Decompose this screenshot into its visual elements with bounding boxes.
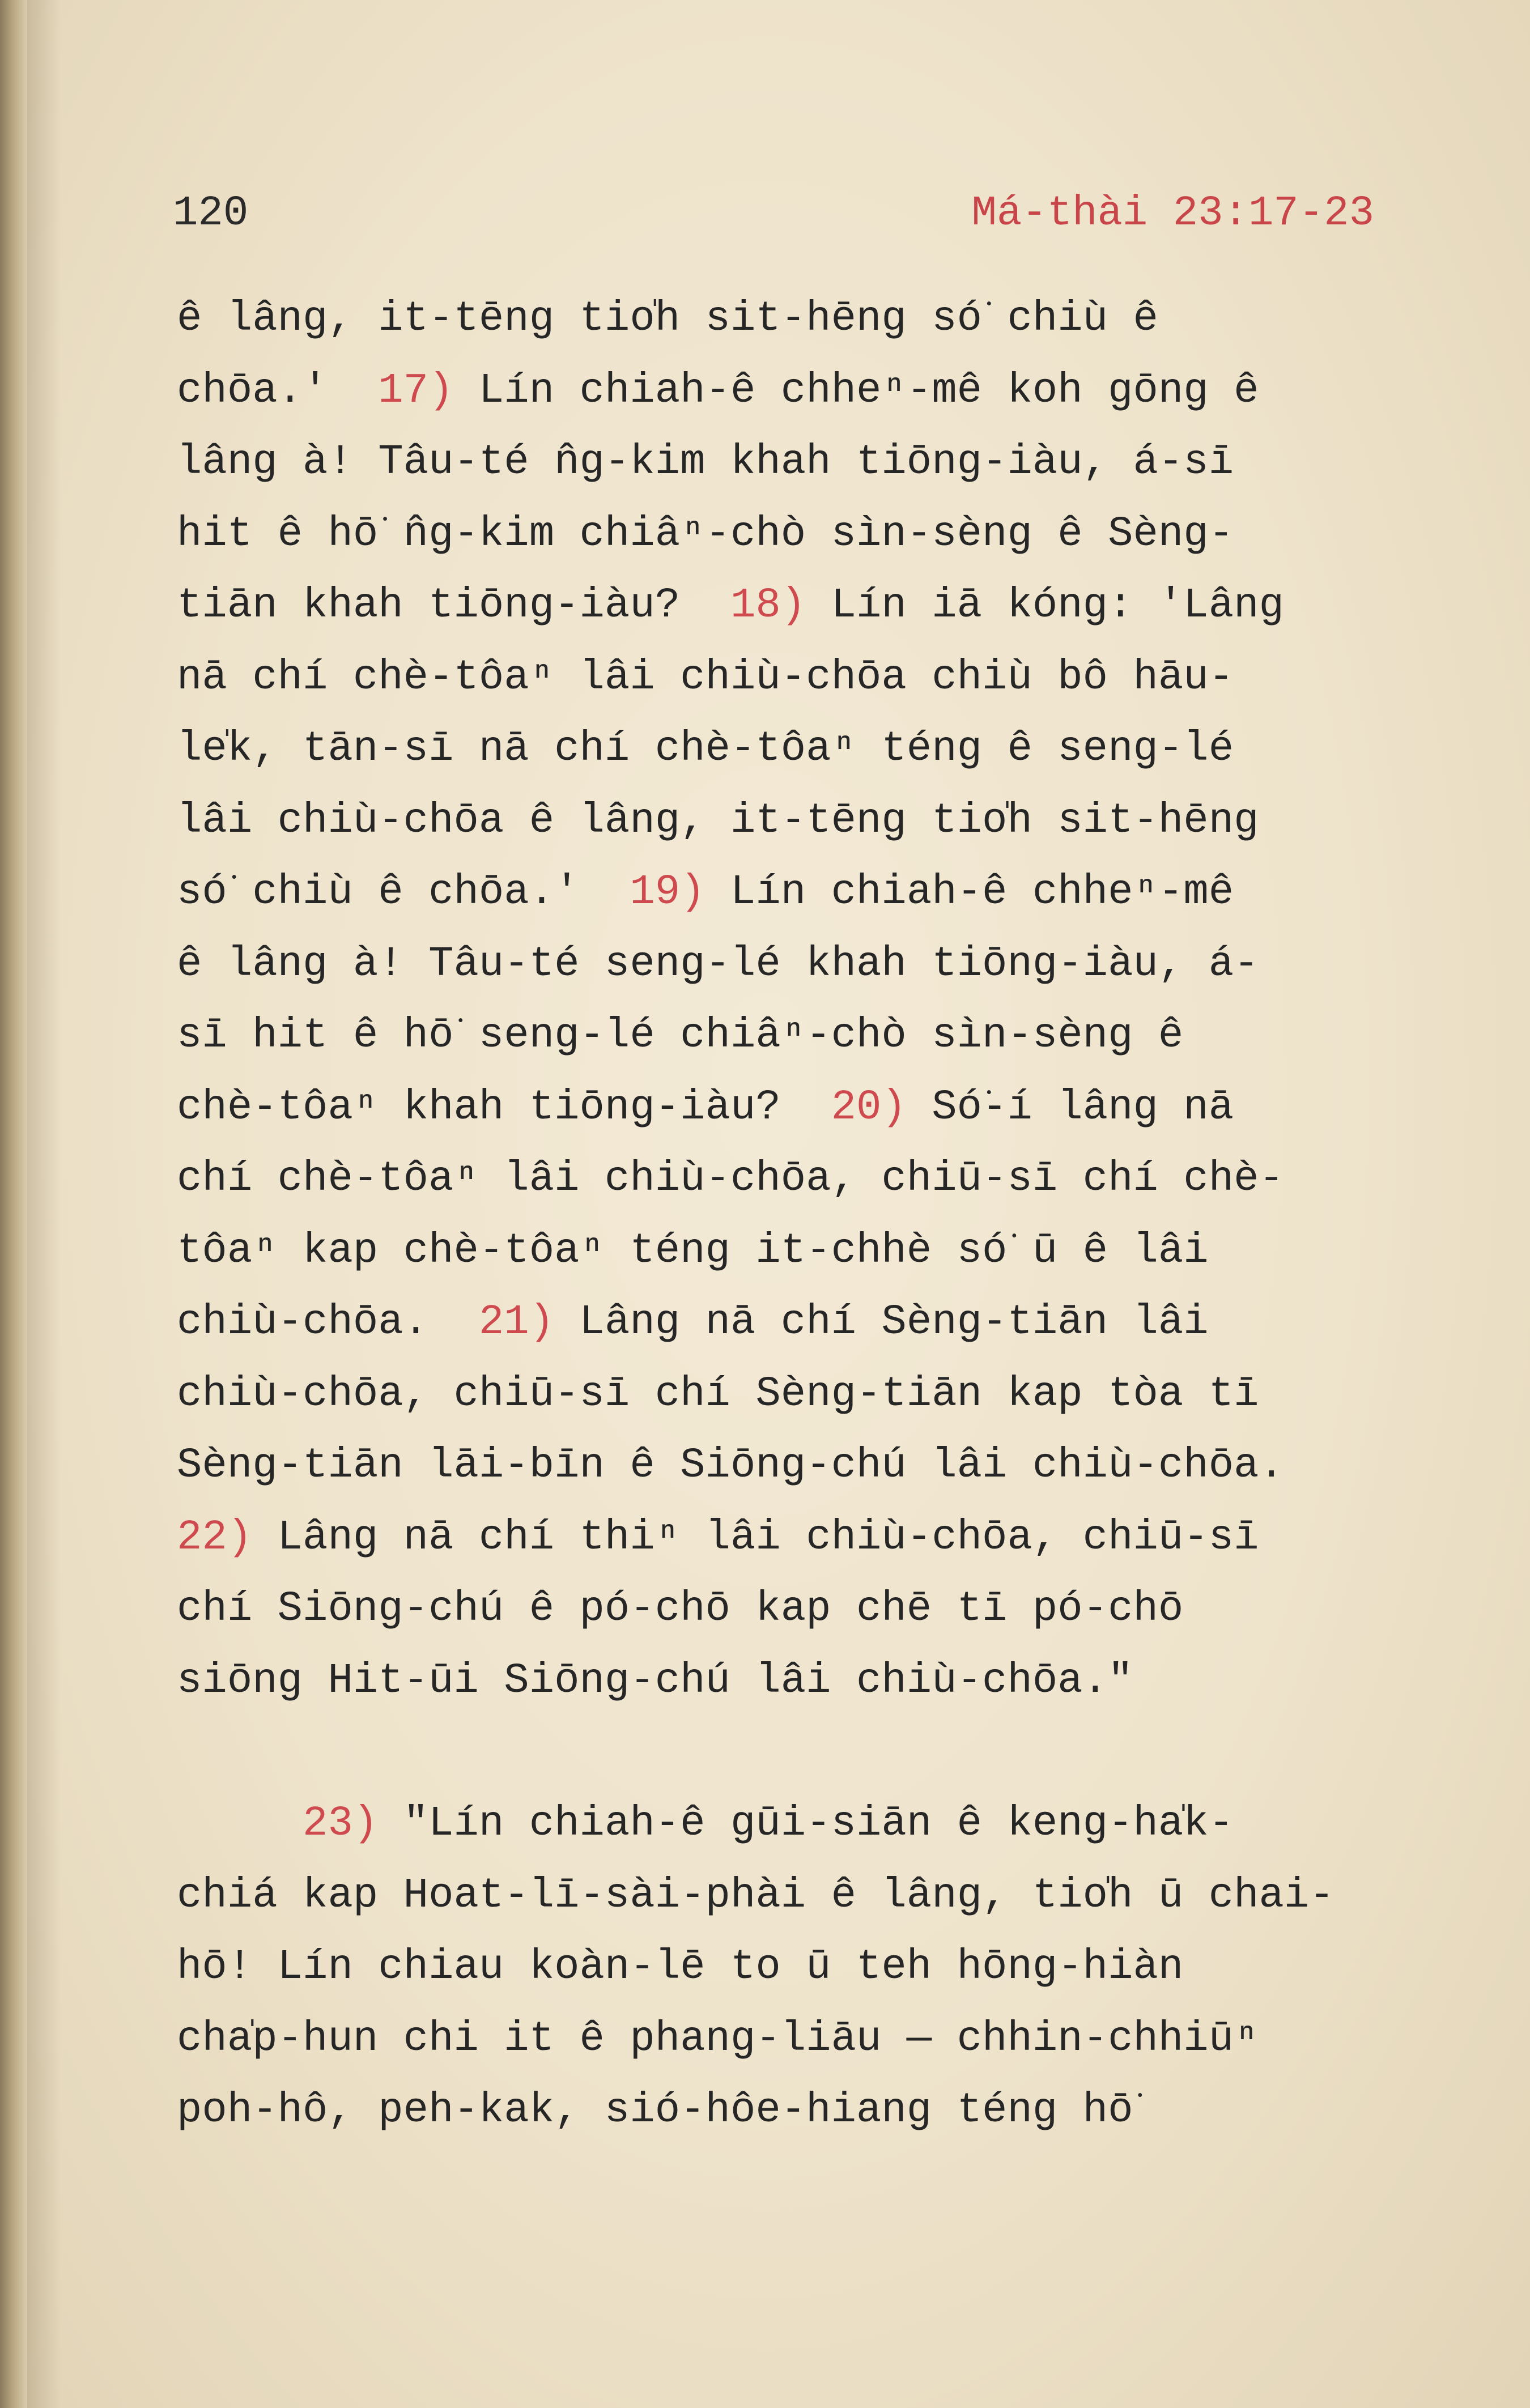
text-line — [177, 1645, 1474, 1717]
text-line — [177, 499, 1474, 571]
text-segment: tôaⁿ kap chè-tôaⁿ téng it-chhè só͘ ū ê lâi — [177, 1227, 1209, 1275]
text-segment: Lín iā kóng: 'Lâng — [806, 582, 1284, 629]
text-line — [177, 355, 1474, 427]
verse-number: 20) — [831, 1083, 907, 1131]
text-segment: sī hit ê hō͘ seng-lé chiâⁿ-chò sìn-sèng ê — [177, 1012, 1184, 1060]
text-segment: chí Siōng-chú ê pó-chō kap chē tī pó-chō — [177, 1585, 1184, 1633]
running-head: Má-thài 23:17-23 — [971, 190, 1374, 237]
verse-number: 19) — [630, 869, 706, 916]
text-line — [177, 1000, 1474, 1072]
text-line — [177, 1287, 1474, 1359]
text-line — [177, 1359, 1474, 1431]
verse-number: 22) — [177, 1513, 253, 1562]
paragraph-gap — [177, 1717, 1474, 1788]
text-line — [177, 1502, 1474, 1574]
text-line — [177, 283, 1474, 355]
text-segment: Sèng-tiān lāi-bīn ê Siōng-chú lâi chiù-chōa. — [177, 1442, 1284, 1490]
text-segment: le̍k, tān-sī nā chí chè-tôaⁿ téng ê seng-lé — [177, 725, 1234, 773]
text-line — [177, 1215, 1474, 1287]
gutter-shadow — [27, 0, 61, 2408]
text-segment: Lín chiah-ê chheⁿ-mê koh gōng ê — [453, 367, 1259, 415]
text-segment: chiù-chōa, chiū-sī chí Sèng-tiān kap tòa tī — [177, 1370, 1259, 1418]
verse-number: 23) — [303, 1800, 379, 1848]
text-segment: nā chí chè-tôaⁿ lâi chiù-chōa chiù bô hāu- — [177, 653, 1234, 701]
text-line — [177, 857, 1474, 929]
text-line — [177, 1143, 1474, 1215]
text-line — [177, 1788, 1474, 1860]
text-segment: lâng à! Tâu-té n̂g-kim khah tiōng-iàu, á-sī — [177, 439, 1234, 486]
text-segment: poh-hô, peh-kak, sió-hôe-hiang téng hō͘ — [177, 2087, 1133, 2134]
text-segment: tiān khah tiōng-iàu? — [177, 582, 730, 629]
text-segment: só͘ chiù ê chōa.' — [177, 869, 630, 916]
book-spine — [0, 0, 27, 2408]
text-segment: Lín chiah-ê chheⁿ-mê — [705, 869, 1234, 916]
text-line — [177, 929, 1474, 1001]
text-segment: cha̍p-hun chi it ê phang-liāu — chhin-chhiūⁿ — [177, 2015, 1259, 2063]
text-segment: chōa.' — [177, 367, 379, 415]
text-line — [177, 2003, 1474, 2075]
text-line — [177, 1931, 1474, 2003]
text-line — [177, 785, 1474, 857]
verse-number: 21) — [478, 1299, 555, 1346]
text-line — [177, 427, 1474, 499]
text-line — [177, 642, 1474, 714]
text-line — [177, 1072, 1474, 1144]
text-segment: Lâng nā chí Sèng-tiān lâi — [554, 1299, 1209, 1346]
verse-number: 17) — [378, 367, 454, 415]
text-segment: "Lín chiah-ê gūi-siān ê keng-ha̍k- — [378, 1800, 1234, 1848]
text-line — [177, 2075, 1474, 2147]
text-segment: hō! Lín chiau koàn-lē to ū teh hōng-hiàn — [177, 1943, 1184, 1991]
text-segment: chí chè-tôaⁿ lâi chiù-chōa, chiū-sī chí chè- — [177, 1155, 1284, 1203]
text-line — [177, 713, 1474, 785]
text-line — [177, 570, 1474, 642]
text-segment: chè-tôaⁿ khah tiōng-iàu? — [177, 1083, 831, 1131]
text-segment: Só͘-í lâng nā — [906, 1083, 1234, 1131]
text-segment: chiá kap Hoat-lī-sài-phài ê lâng, tio̍h ū chai- — [177, 1871, 1334, 1920]
page-body — [177, 283, 1474, 2147]
text-segment: Lâng nā chí thiⁿ lâi chiù-chōa, chiū-sī — [252, 1513, 1259, 1562]
text-segment: chiù-chōa. — [177, 1299, 479, 1346]
text-segment: lâi chiù-chōa ê lâng, it-tēng tio̍h sit-hēng — [177, 797, 1259, 845]
page-header — [173, 190, 1374, 252]
text-segment: siōng Hit-ūi Siōng-chú lâi chiù-chōa." — [177, 1657, 1133, 1705]
text-segment: ê lâng à! Tâu-té seng-lé khah tiōng-iàu, á- — [177, 940, 1259, 988]
verse-number: 18) — [730, 582, 806, 629]
text-segment: hit ê hō͘ n̂g-kim chiâⁿ-chò sìn-sèng ê Sèng- — [177, 510, 1234, 558]
text-segment: ê lâng, it-tēng tio̍h sit-hēng só͘ chiù ê — [177, 295, 1158, 343]
page-number: 120 — [173, 190, 249, 237]
text-line — [177, 1573, 1474, 1645]
text-line — [177, 1430, 1474, 1502]
text-line — [177, 1860, 1474, 1932]
